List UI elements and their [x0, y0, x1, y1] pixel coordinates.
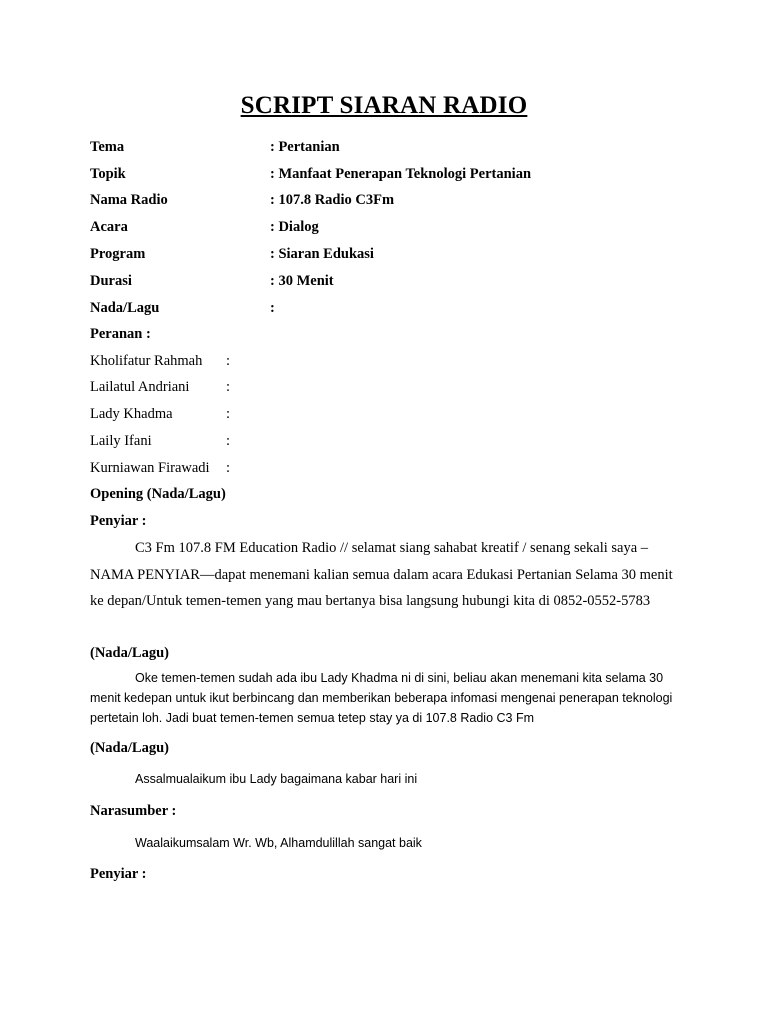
meta-value: :	[270, 300, 275, 316]
intro-paragraph	[90, 668, 680, 728]
penyiar-heading: Penyiar :	[90, 866, 147, 882]
meta-value: : Siaran Edukasi	[270, 246, 374, 262]
role-name: Kholifatur Rahmah	[90, 353, 203, 369]
meta-value: : 107.8 Radio C3Fm	[270, 192, 395, 208]
meta-label: Nada/Lagu	[90, 300, 160, 316]
nada-lagu-cue: (Nada/Lagu)	[90, 740, 169, 756]
narasumber-heading: Narasumber :	[90, 803, 177, 819]
roles-heading: Peranan :	[90, 326, 151, 342]
role-separator: :	[226, 379, 231, 395]
opening-cue: Opening (Nada/Lagu)	[90, 486, 226, 502]
opening-paragraph	[90, 535, 680, 615]
meta-value: : 30 Menit	[270, 273, 334, 289]
greeting-line: Assalmualaikum ibu Lady bagaimana kabar hari ini	[135, 772, 418, 786]
intro-paragraph-text: Oke temen-temen sudah ada ibu Lady Khadma ni di sini, beliau akan menemani kita selama 30 menit kedepan untuk ikut berbincang dan memberikan beberapa infomasi mengenai penerapan teknologi pertetain loh. Jadi buat temen-temen semua tetep stay ya di 107.8 Radio C3 Fm	[90, 671, 673, 725]
nada-lagu-cue: (Nada/Lagu)	[90, 645, 169, 661]
reply-line: Waalaikumsalam Wr. Wb, Alhamdulillah sangat baik	[135, 836, 422, 850]
meta-label: Nama Radio	[90, 192, 168, 208]
meta-label: Durasi	[90, 273, 132, 289]
meta-label: Topik	[90, 166, 126, 182]
role-separator: :	[226, 406, 231, 422]
role-name: Lailatul Andriani	[90, 379, 190, 395]
role-name: Laily Ifani	[90, 433, 152, 449]
opening-paragraph-text: C3 Fm 107.8 FM Education Radio // selamat siang sahabat kreatif / senang sekali saya – NAMA PENYIAR—dapat menemani kalian semua dalam acara Edukasi Pertanian Selama 30 menit ke depan/Untuk temen-temen yang mau bertanya bisa langsung hubungi kita di 0852-0552-5783	[90, 540, 673, 609]
penyiar-heading: Penyiar :	[90, 513, 147, 529]
meta-value: : Manfaat Penerapan Teknologi Pertanian	[270, 166, 532, 182]
role-separator: :	[226, 353, 231, 369]
meta-value: : Pertanian	[270, 139, 340, 155]
meta-label: Tema	[90, 139, 125, 155]
role-separator: :	[226, 433, 231, 449]
role-name: Lady Khadma	[90, 406, 173, 422]
role-name: Kurniawan Firawadi	[90, 460, 210, 476]
document-title: SCRIPT SIARAN RADIO	[240, 92, 528, 119]
meta-value: : Dialog	[270, 219, 319, 235]
meta-label: Acara	[90, 219, 128, 235]
meta-label: Program	[90, 246, 146, 262]
role-separator: :	[226, 460, 231, 476]
